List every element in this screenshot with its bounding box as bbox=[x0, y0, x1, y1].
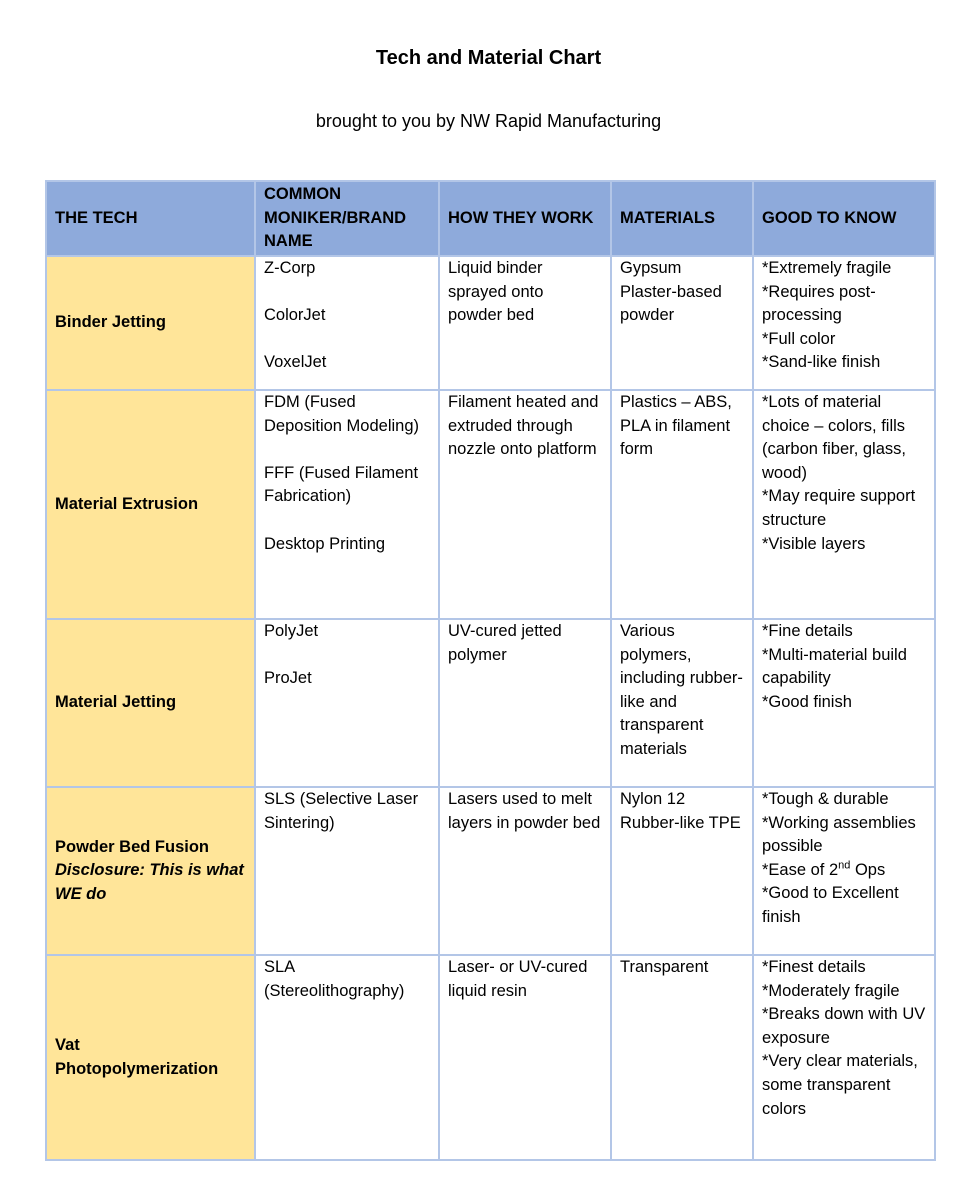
material-item: Nylon 12 bbox=[620, 790, 686, 808]
materials-cell bbox=[611, 955, 753, 1160]
moniker-item: ColorJet bbox=[264, 306, 326, 325]
how-cell bbox=[439, 256, 611, 390]
note-item: *Ease of 2nd Ops bbox=[762, 859, 886, 879]
tech-name: Binder Jetting bbox=[55, 313, 166, 332]
material-item: Gypsum bbox=[620, 259, 682, 277]
header-how: HOW THEY WORK bbox=[439, 181, 611, 256]
material-item: Plaster-based powder bbox=[620, 282, 722, 325]
tech-material-table bbox=[45, 180, 936, 1161]
page-title: Tech and Material Chart bbox=[375, 47, 602, 69]
how-text: Filament heated and extruded through nozzle onto platform bbox=[448, 393, 599, 459]
moniker-cell bbox=[255, 256, 439, 390]
how-cell bbox=[439, 619, 611, 787]
moniker-cell bbox=[255, 619, 439, 787]
good-to-know-cell bbox=[753, 787, 935, 955]
note-item: *Good to Excellent finish bbox=[762, 884, 899, 926]
material-item: Rubber-like TPE bbox=[620, 813, 741, 832]
superscript-nd: nd bbox=[838, 859, 851, 872]
note-item: *Requires post-processing bbox=[762, 282, 876, 325]
header-moniker: COMMON MONIKER/BRAND NAME bbox=[255, 181, 439, 256]
how-text: UV-cured jetted polymer bbox=[448, 622, 562, 664]
how-cell bbox=[439, 955, 611, 1160]
table-row bbox=[46, 619, 935, 787]
header-materials: MATERIALS bbox=[611, 181, 753, 256]
note-item: *Good finish bbox=[762, 692, 852, 711]
materials-cell bbox=[611, 256, 753, 390]
note-item: *Extremely fragile bbox=[762, 259, 892, 277]
material-item: Transparent bbox=[620, 958, 709, 976]
material-item: Various polymers, including rubber-like and transparent materials bbox=[620, 622, 743, 758]
table-row bbox=[46, 787, 935, 955]
moniker-item: FFF (Fused Filament Fabrication) bbox=[264, 463, 419, 506]
note-item: *May require support structure bbox=[762, 487, 916, 529]
tech-name: Material Extrusion bbox=[55, 494, 199, 513]
good-to-know-cell bbox=[753, 619, 935, 787]
note-item: *Lots of material choice – colors, fills (carbon fiber, glass, wood) bbox=[762, 393, 906, 482]
page-subtitle: brought to you by NW Rapid Manufacturing bbox=[315, 111, 662, 131]
moniker-item: Z-Corp bbox=[264, 259, 316, 277]
how-cell bbox=[439, 390, 611, 619]
table-row bbox=[46, 955, 935, 1160]
moniker-item: SLS (Selective Laser Sintering) bbox=[264, 790, 419, 832]
tech-disclosure-note: Disclosure: This is what WE do bbox=[55, 861, 244, 903]
tech-cell bbox=[46, 390, 255, 619]
note-item: *Breaks down with UV exposure bbox=[762, 1005, 926, 1047]
moniker-item: Desktop Printing bbox=[264, 534, 386, 553]
note-item: *Sand-like finish bbox=[762, 353, 881, 372]
moniker-cell bbox=[255, 390, 439, 619]
how-text: Lasers used to melt layers in powder bed bbox=[448, 790, 601, 832]
tech-cell bbox=[46, 787, 255, 955]
moniker-cell bbox=[255, 787, 439, 955]
table-row bbox=[46, 256, 935, 390]
tech-cell bbox=[46, 619, 255, 787]
tech-name: Powder Bed Fusion bbox=[55, 837, 210, 856]
good-to-know-cell bbox=[753, 256, 935, 390]
moniker-item: PolyJet bbox=[264, 622, 319, 640]
moniker-item: ProJet bbox=[264, 669, 312, 688]
note-item: *Visible layers bbox=[762, 534, 866, 553]
note-item: *Multi-material build capability bbox=[762, 645, 907, 688]
materials-cell bbox=[611, 390, 753, 619]
note-item: *Finest details bbox=[762, 958, 866, 976]
moniker-item: VoxelJet bbox=[264, 353, 327, 372]
note-item: *Full color bbox=[762, 329, 836, 348]
good-to-know-cell bbox=[753, 955, 935, 1160]
table-header-row bbox=[46, 181, 935, 256]
moniker-item: FDM (Fused Deposition Modeling) bbox=[264, 393, 420, 435]
how-text: Liquid binder sprayed onto powder bed bbox=[448, 259, 544, 325]
note-item: *Very clear materials, some transparent colors bbox=[762, 1052, 918, 1118]
tech-name: Material Jetting bbox=[55, 693, 177, 712]
header-good-to-know: GOOD TO KNOW bbox=[753, 181, 935, 256]
how-cell bbox=[439, 787, 611, 955]
note-item: *Tough & durable bbox=[762, 790, 889, 808]
note-item: *Moderately fragile bbox=[762, 981, 900, 1000]
moniker-item: SLA (Stereolithography) bbox=[264, 958, 405, 1000]
header-tech: THE TECH bbox=[46, 181, 255, 256]
how-text: Laser- or UV-cured liquid resin bbox=[448, 958, 588, 1000]
materials-cell bbox=[611, 787, 753, 955]
tech-cell bbox=[46, 955, 255, 1160]
tech-cell bbox=[46, 256, 255, 390]
materials-cell bbox=[611, 619, 753, 787]
material-item: Plastics – ABS, PLA in filament form bbox=[620, 393, 732, 459]
note-item: *Working assemblies possible bbox=[762, 813, 916, 856]
note-item: *Fine details bbox=[762, 622, 853, 640]
tech-name: Vat Photopolymerization bbox=[55, 1035, 219, 1078]
table-row bbox=[46, 390, 935, 619]
moniker-cell bbox=[255, 955, 439, 1160]
good-to-know-cell bbox=[753, 390, 935, 619]
